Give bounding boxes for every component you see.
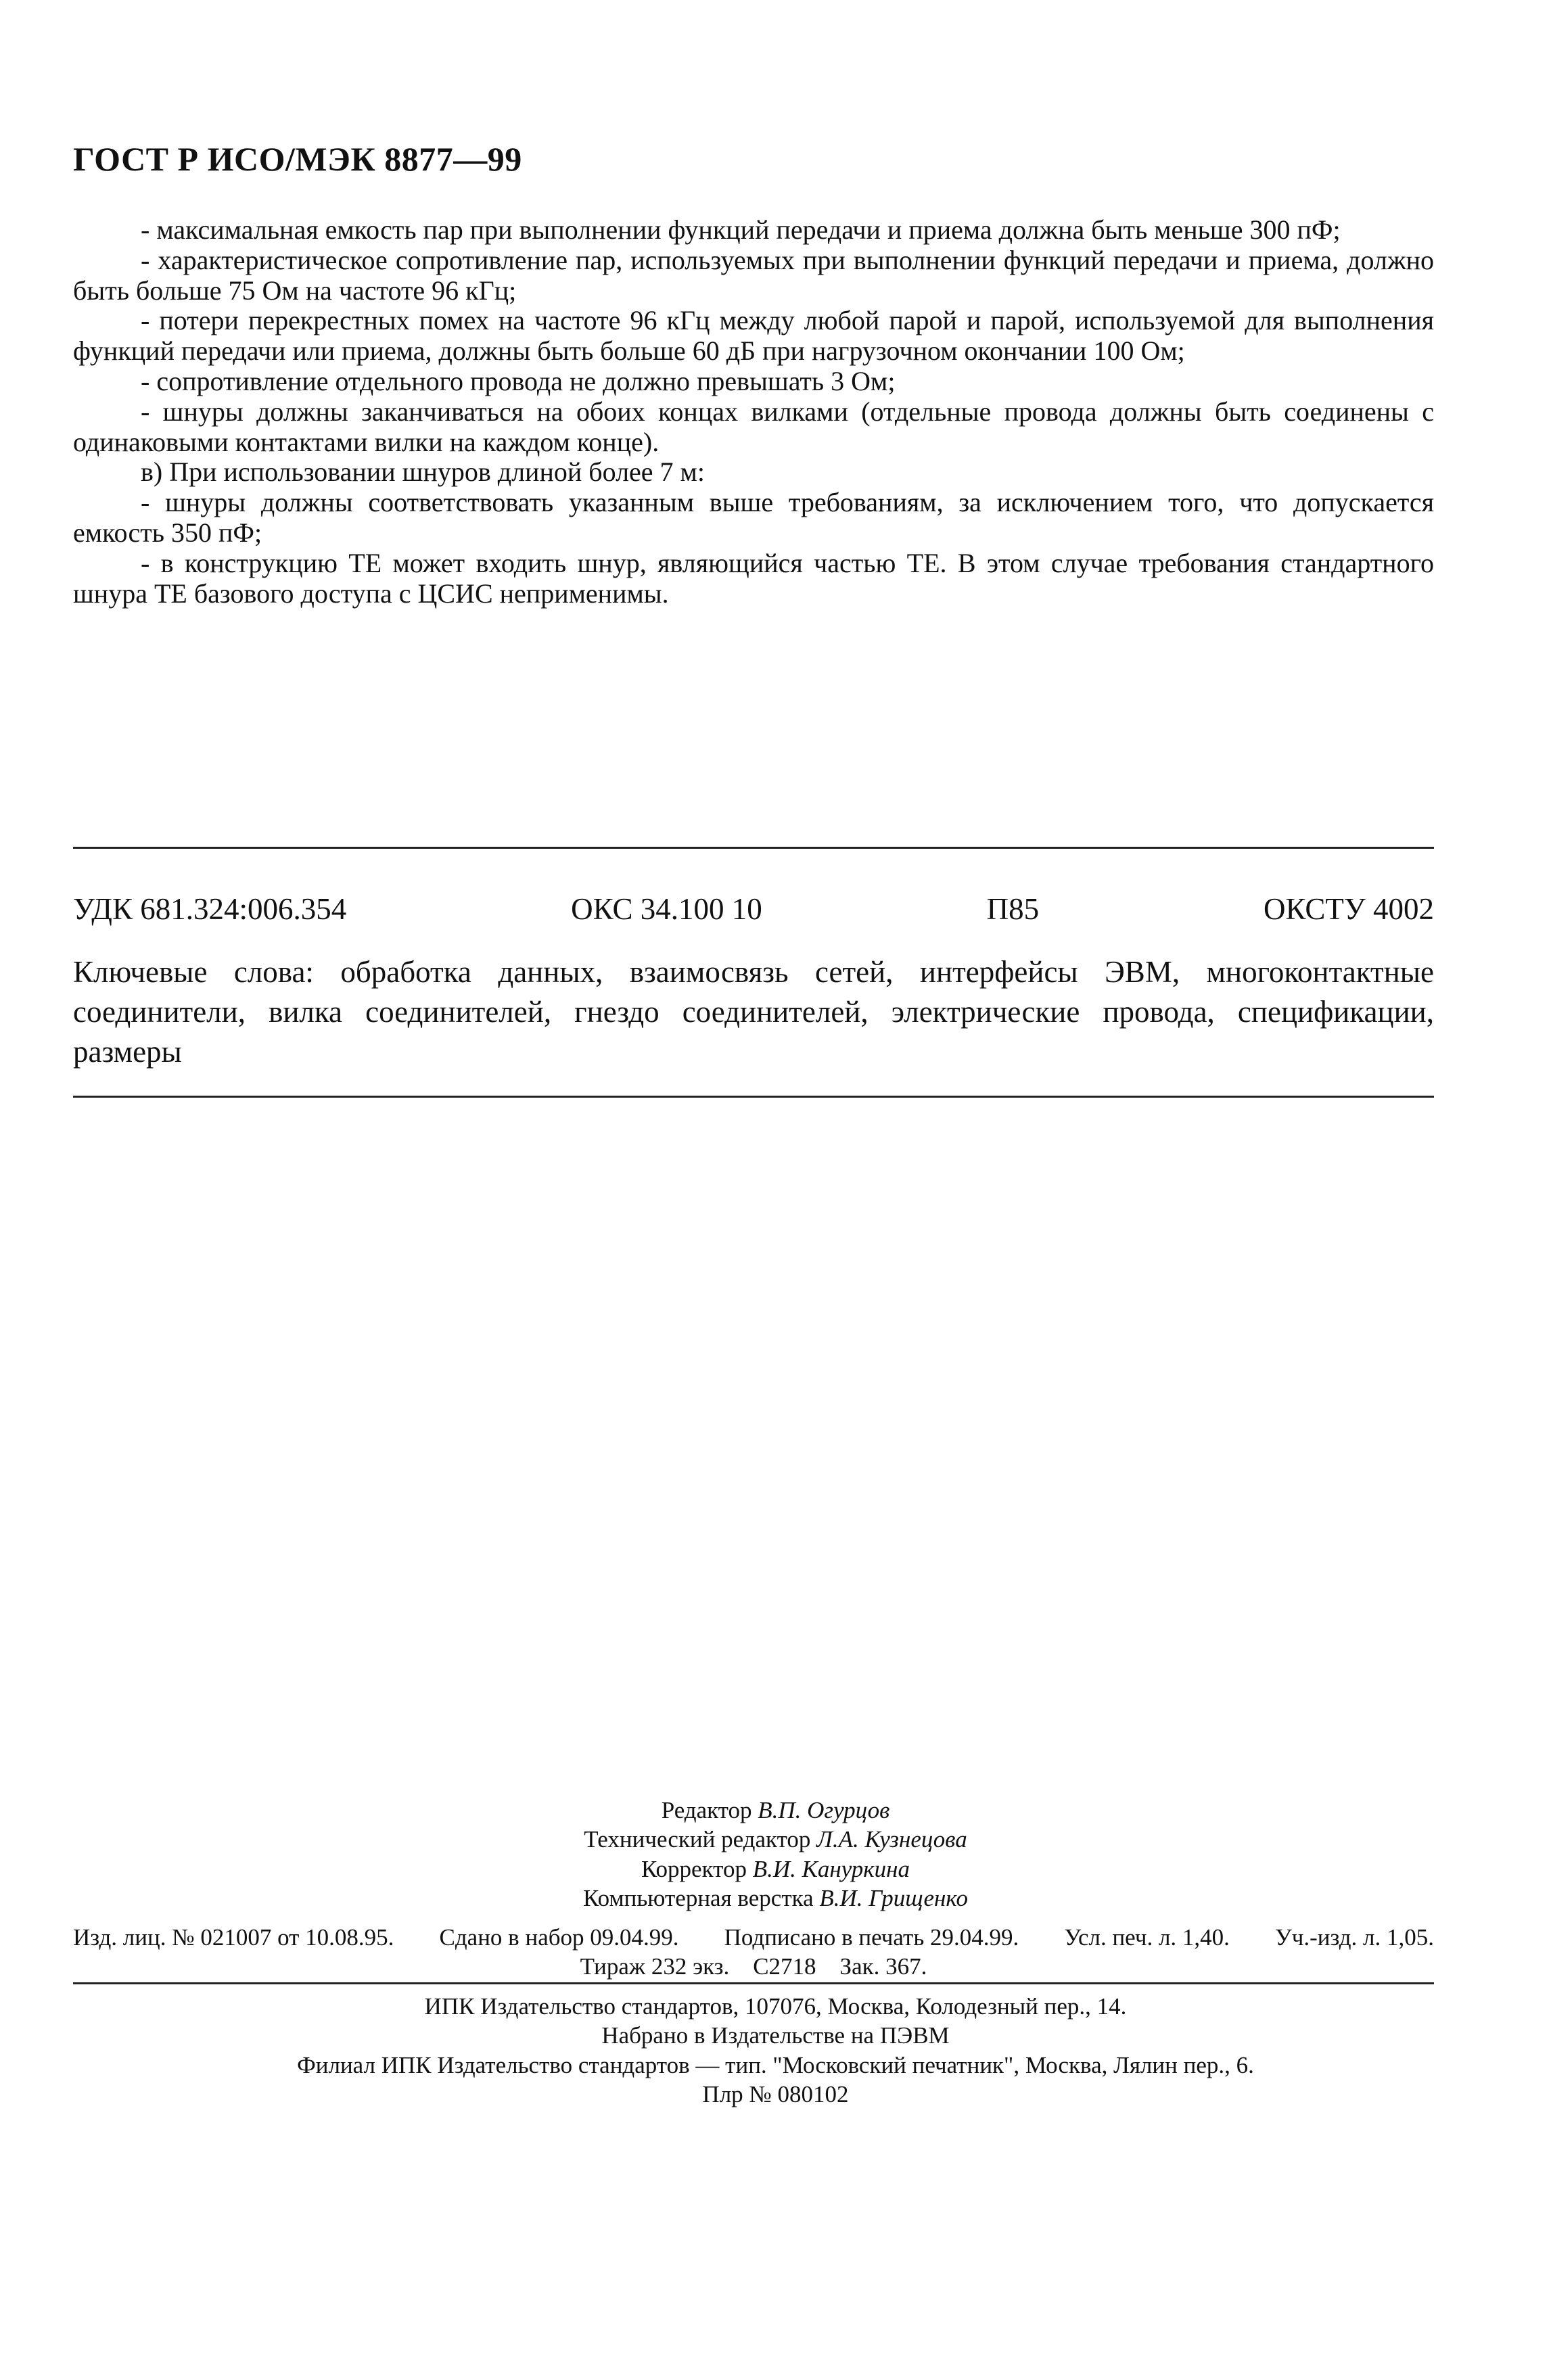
printer-line: Набрано в Издательстве на ПЭВМ — [601, 2022, 950, 2049]
credit-proofreader: Корректор В.И. Кануркина — [641, 1855, 910, 1882]
okstu-code: ОКСТУ 4002 — [1263, 892, 1434, 926]
credits-block — [0, 1796, 1551, 1913]
sent-to-set-text: Сдано в набор 09.04.99. — [439, 1924, 679, 1951]
requirement-paragraph: - характеристическое сопротивление пар, используемых при выполнении функций передачи и приема, должно быть больше 75 Ом на частоте 96 кГц; — [73, 244, 1434, 306]
license-text: Изд. лиц. № 021007 от 10.08.95. — [73, 1924, 394, 1951]
standard-number-header: ГОСТ Р ИСО/МЭК 8877—99 — [73, 140, 522, 178]
subsection-heading: в) При использовании шнуров длиной более 7 м: — [141, 457, 705, 488]
print-sheets-text: Усл. печ. л. 1,40. — [1064, 1924, 1230, 1951]
credit-layout: Компьютерная верстка В.И. Грищенко — [583, 1885, 968, 1912]
oks-code: ОКС 34.100 10 — [571, 892, 762, 926]
group-code: П85 — [986, 892, 1040, 926]
publisher-sheets-text: Уч.-изд. л. 1,05. — [1275, 1924, 1434, 1951]
classifier-codes — [73, 891, 1434, 927]
publishing-info — [73, 1923, 1434, 1982]
requirement-paragraph: - потери перекрестных помех на частоте 96 кГц между любой парой и парой, используемой для выполнения функций передачи или приема, должны быть больше 60 дБ при нагрузочном окончании 100 Ом; — [73, 305, 1434, 367]
requirement-paragraph: - сопротивление отдельного провода не должно превышать 3 Ом; — [141, 365, 896, 396]
divider-publisher — [73, 1982, 1434, 1984]
credit-tech-editor: Технический редактор Л.А. Кузнецова — [584, 1826, 967, 1853]
person-name: В.И. Грищенко — [819, 1885, 968, 1912]
person-name: В.И. Кануркина — [752, 1855, 910, 1882]
requirement-paragraph: - в конструкцию ТЕ может входить шнур, являющийся частью ТЕ. В этом случае требования стандартного шнура ТЕ базового доступа с ЦСИС неприменимы. — [73, 547, 1434, 609]
person-name: В.П. Огурцов — [758, 1797, 890, 1823]
printer-line: ИПК Издательство стандартов, 107076, Москва, Колодезный пер., 14. — [424, 1993, 1127, 2020]
printer-info — [0, 1992, 1551, 2109]
udk-code: УДК 681.324:006.354 — [73, 892, 347, 926]
divider-top — [73, 847, 1434, 849]
credit-editor: Редактор В.П. Огурцов — [661, 1797, 890, 1823]
printer-line: Плр № 080102 — [702, 2081, 849, 2108]
requirement-paragraph: - максимальная емкость пар при выполнении функций передачи и приема должна быть меньше 300 пФ; — [141, 214, 1341, 245]
run-info: Тираж 232 экз. С2718 Зак. 367. — [580, 1953, 927, 1980]
requirement-paragraph: - шнуры должны соответствовать указанным выше требованиям, за исключением того, что допускается емкость 350 пФ; — [73, 487, 1434, 548]
publishing-line — [73, 1923, 1434, 1952]
printer-line: Филиал ИПК Издательство стандартов — тип. "Московский печатник", Москва, Лялин пер., 6. — [297, 2051, 1254, 2078]
keywords: Ключевые слова: обработка данных, взаимосвязь сетей, интерфейсы ЭВМ, многоконтактные соединители, вилка соединителей, гнездо соединителей, электрические провода, спецификации, размеры — [73, 955, 1434, 1069]
divider-bottom — [73, 1096, 1434, 1098]
requirement-paragraph: - шнуры должны заканчиваться на обоих концах вилками (отдельные провода должны быть соединены с одинаковыми контактами вилки на каждом конце). — [73, 396, 1434, 457]
requirements-text — [73, 215, 1434, 609]
person-name: Л.А. Кузнецова — [816, 1826, 967, 1853]
signed-to-print-text: Подписано в печать 29.04.99. — [724, 1924, 1019, 1951]
